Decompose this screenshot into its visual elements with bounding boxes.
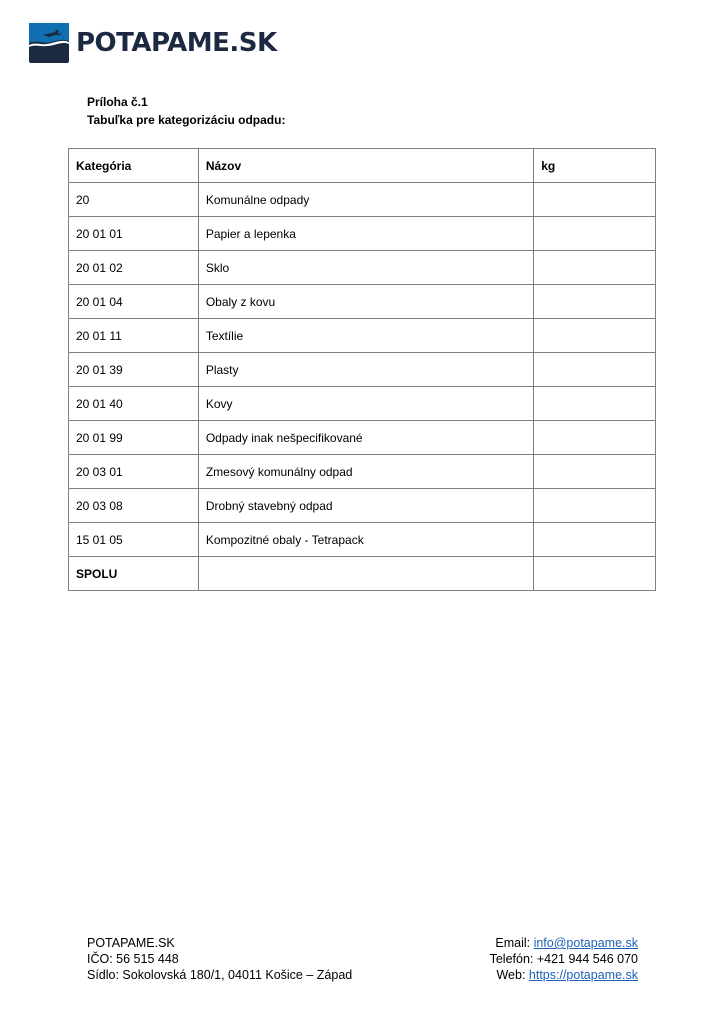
header-category: Kategória xyxy=(69,149,199,183)
cell-category: 20 01 39 xyxy=(69,353,199,387)
footer-email-line xyxy=(490,935,638,951)
table-row xyxy=(69,285,656,319)
table-row xyxy=(69,387,656,421)
footer-address: Sídlo: Sokolovská 180/1, 04011 Košice – Západ xyxy=(87,968,353,982)
cell-name: Zmesový komunálny odpad xyxy=(198,455,533,489)
cell-name: Drobný stavebný odpad xyxy=(198,489,533,523)
header-name: Názov xyxy=(198,149,533,183)
cell-name: Odpady inak nešpecifikované xyxy=(198,421,533,455)
table-row xyxy=(69,523,656,557)
table-row xyxy=(69,217,656,251)
footer-email-label: Email: xyxy=(495,936,534,950)
footer-company-info xyxy=(87,935,352,983)
cell-kg[interactable] xyxy=(534,387,656,421)
total-name xyxy=(198,557,533,591)
cell-category: 20 01 11 xyxy=(69,319,199,353)
cell-category: 20 01 40 xyxy=(69,387,199,421)
cell-name: Komunálne odpady xyxy=(198,183,533,217)
cell-name: Textílie xyxy=(198,319,533,353)
footer-ico: IČO: 56 515 448 xyxy=(87,952,179,966)
total-label: SPOLU xyxy=(69,557,199,591)
footer-web-link[interactable]: https://potapame.sk xyxy=(528,968,638,982)
cell-category: 20 xyxy=(69,183,199,217)
table-row xyxy=(69,455,656,489)
diver-wave-logo-icon xyxy=(29,23,69,63)
cell-kg[interactable] xyxy=(534,489,656,523)
cell-category: 15 01 05 xyxy=(69,523,199,557)
table-row xyxy=(69,251,656,285)
cell-name: Obaly z kovu xyxy=(198,285,533,319)
cell-kg[interactable] xyxy=(534,421,656,455)
cell-category: 20 01 99 xyxy=(69,421,199,455)
cell-name: Papier a lepenka xyxy=(198,217,533,251)
footer-web-label: Web: xyxy=(496,968,529,982)
table-row xyxy=(69,319,656,353)
footer-email-link[interactable]: info@potapame.sk xyxy=(533,936,638,950)
table-row xyxy=(69,183,656,217)
cell-kg[interactable] xyxy=(534,251,656,285)
waste-category-table xyxy=(68,148,656,591)
document-heading xyxy=(87,93,285,129)
cell-name: Kompozitné obaly - Tetrapack xyxy=(198,523,533,557)
table-row xyxy=(69,421,656,455)
cell-kg[interactable] xyxy=(534,319,656,353)
cell-name: Sklo xyxy=(198,251,533,285)
total-row xyxy=(69,557,656,591)
footer-contact-info xyxy=(490,935,638,983)
cell-category: 20 01 01 xyxy=(69,217,199,251)
footer-company-name: POTAPAME.SK xyxy=(87,936,175,950)
cell-name: Plasty xyxy=(198,353,533,387)
brand-logo xyxy=(29,22,277,64)
cell-category: 20 03 01 xyxy=(69,455,199,489)
table-title: Tabuľka pre kategorizáciu odpadu: xyxy=(87,113,286,127)
cell-name: Kovy xyxy=(198,387,533,421)
cell-kg[interactable] xyxy=(534,523,656,557)
footer-web-line xyxy=(490,967,638,983)
header-kg: kg xyxy=(534,149,656,183)
cell-category: 20 03 08 xyxy=(69,489,199,523)
cell-category: 20 01 04 xyxy=(69,285,199,319)
table-row xyxy=(69,489,656,523)
cell-kg[interactable] xyxy=(534,455,656,489)
annex-title: Príloha č.1 xyxy=(87,95,148,109)
table-header-row xyxy=(69,149,656,183)
cell-kg[interactable] xyxy=(534,353,656,387)
cell-kg[interactable] xyxy=(534,217,656,251)
brand-name: POTAPAME.SK xyxy=(76,28,277,58)
total-kg[interactable] xyxy=(534,557,656,591)
cell-category: 20 01 02 xyxy=(69,251,199,285)
cell-kg[interactable] xyxy=(534,183,656,217)
footer-phone: Telefón: +421 944 546 070 xyxy=(489,952,638,966)
cell-kg[interactable] xyxy=(534,285,656,319)
table-row xyxy=(69,353,656,387)
